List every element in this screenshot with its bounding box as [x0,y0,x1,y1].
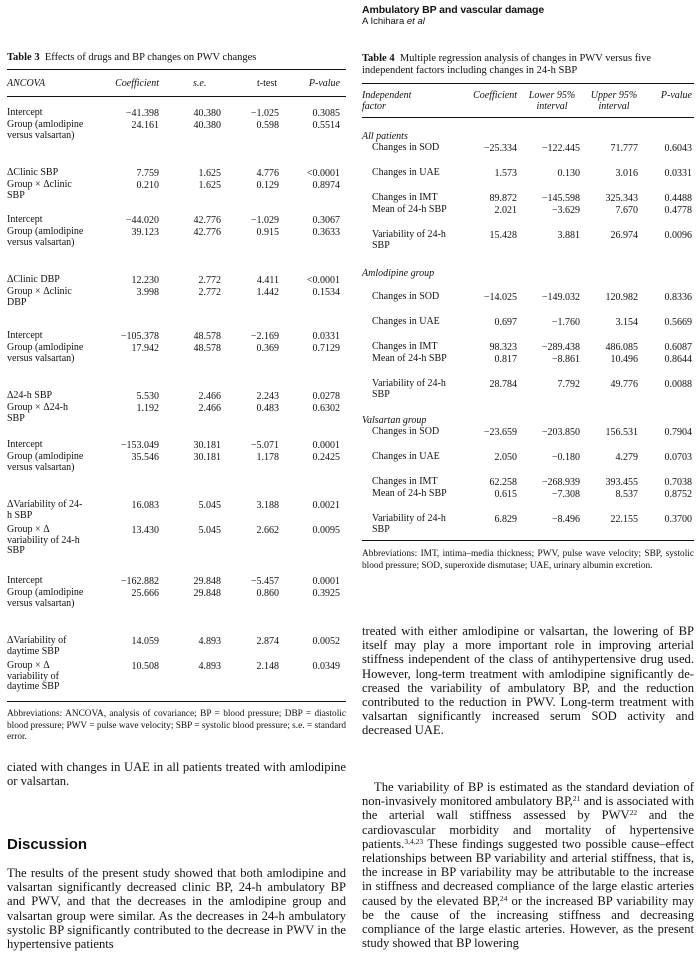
discussion-paragraph: The results of the present study showed that both amlodipine and valsartan significantly decreased clinic BP, 24-h ambulatory BP and PWV, and that the decreases in the amlodipine group and valsartan group were similar. As the decreases in 24-h ambulatory systolic BP significantly contributed to the decrease in PWV in the hypertensive patients [7,866,346,952]
table3-cell-ttest: 2.148 [256,661,279,672]
table4-cell-pvalue: 0.6043 [664,143,692,154]
table4-cell-lower: −0.180 [551,452,580,463]
table4-row-label: Changes in SOD [372,426,440,437]
table3-cell-pvalue: 0.5514 [312,120,340,131]
table3-cell-se: 48.578 [193,331,221,342]
table4-row-label: Changes in IMT [372,192,438,203]
citation-ref: 22 [629,808,638,818]
table3-cell-pvalue: 0.0278 [312,391,340,402]
table3-cell-se: 30.181 [193,452,221,463]
table4-cell-pvalue: 0.8752 [664,489,692,500]
table4-bottom-rule [362,540,694,541]
table3-cell-se: 42.776 [193,215,221,226]
table3-cell-ttest: 0.598 [256,120,279,131]
body-paragraph-1: treated with either amlodipine or valsartan, the lowering of BP itself may play a more important role in improving arterial stiffness independent of the class of antihypertensive drug used. However, long-term treatment with amlodipine significantly decreased the variability of ambulatory BP, and the reduction contributed to the reduction in PWV. Long-term treatment with valsartan significantly increased serum SOD activity and decreased UAE. [362,624,694,738]
table4-cell-upper: 486.085 [605,342,638,353]
body-paragraph-2: The variability of BP is estimated as the standard deviation of non-invasively monitored ambulatory BP,$^{21}$ and is associated with the arterial wall stiffness assessed by PWV$^{22}$ and the cardiovascular morbidity and mortality of hypertensive patients.$^{3,4,23}$ These findings suggested two possible cause–effect relationships between BP variability and arterial stiffness, that is, the increase in BP variability may be attributable to the increase in stiffness and decreased compliance of the large elastic arteries caused by the elevated BP,$^{24}$ or the increased BP variability may be the cause of the increasing stiffness and decreasing compliance of the large elastic arteries. However, as the present study showed that BP lowering [362,780,694,951]
table3-cell-ttest: −5.071 [250,440,279,451]
table4-cell-lower: −203.850 [541,427,580,438]
table3-row-label: Intercept [7,107,43,118]
table3-cell-coefficient: 16.083 [131,500,159,511]
table3-cell-pvalue: 0.6302 [312,403,340,414]
table4-cell-lower: −8.496 [551,514,580,525]
table4-row-label: Changes in UAE [372,451,440,462]
table3-row-label: Intercept [7,439,43,450]
table3-cell-coefficient: 0.210 [136,180,159,191]
table3-cell-ttest: 1.442 [256,287,279,298]
table4-header-rule [362,117,694,118]
table3-cell-ttest: 1.178 [256,452,279,463]
table3-cell-coefficient: 10.508 [131,661,159,672]
table4-row-label: Variability of 24-h SBP [372,513,446,535]
table4-row-label: Mean of 24-h SBP [372,488,447,499]
table3-cell-pvalue: 0.0021 [312,500,340,511]
table4-row-label: Variability of 24-h SBP [372,229,446,251]
table3-cell-se: 42.776 [193,227,221,238]
table4-row-label: Mean of 24-h SBP [372,204,447,215]
citation-ref: 3,4,23 [404,836,424,846]
table4-caption: Table 4 Multiple regression analysis of changes in PWV versus five independent factors including changes in 24-h SBP [362,53,652,76]
table4-cell-pvalue: 0.0096 [664,230,692,241]
table3-cell-ttest: 4.776 [256,168,279,179]
table3-cell-pvalue: 0.0052 [312,636,340,647]
table3-cell-pvalue: 0.3067 [312,215,340,226]
table3-cell-pvalue: 0.7129 [312,343,340,354]
table3-cell-coefficient: −162.882 [120,576,159,587]
table3-cell-se: 2.466 [198,391,221,402]
table4-cell-upper: 49.776 [610,379,638,390]
table4-cell-lower: 3.881 [557,230,580,241]
table3-cell-coefficient: −44.020 [125,215,159,226]
table3-cell-se: 4.893 [198,636,221,647]
table3-cell-pvalue: 0.0349 [312,661,340,672]
table4-row-label: Changes in UAE [372,316,440,327]
table3-cell-se: 2.466 [198,403,221,414]
table3-row-label: Group (amlodipine versus valsartan) [7,226,84,248]
table4-top-rule [362,83,694,84]
table4-cell-pvalue: 0.0088 [664,379,692,390]
table3-cell-pvalue: 0.1534 [312,287,340,298]
table4-cell-pvalue: 0.5669 [664,317,692,328]
table4-group-label: All patients [362,131,408,142]
table3-cell-ttest: 0.369 [256,343,279,354]
table3-cell-coefficient: 3.998 [136,287,159,298]
table3-cell-coefficient: 25.666 [131,588,159,599]
table3-cell-coefficient: 5.530 [136,391,159,402]
table3-cell-se: 2.772 [198,287,221,298]
table3-cell-se: 30.181 [193,440,221,451]
table4-row-label: Mean of 24-h SBP [372,353,447,364]
table4-cell-upper: 120.982 [605,292,638,303]
table3-row-label: Group × Δ variability of daytime SBP [7,660,60,692]
table3-bottom-rule [7,701,346,702]
table4-header-pvalue: P-value [660,90,692,101]
table4-cell-upper: 26.974 [610,230,638,241]
table4-cell-coefficient: 98.323 [489,342,517,353]
table4-cell-coefficient: −14.025 [483,292,517,303]
table3-header-se: s.e. [193,78,207,89]
continuation-paragraph: ciated with changes in UAE in all patients treated with amlodipine or valsartan. [7,760,346,789]
table4-cell-upper: 10.496 [610,354,638,365]
table4-cell-upper: 22.155 [610,514,638,525]
table4-cell-pvalue: 0.0703 [664,452,692,463]
table3-row-label: ΔVariability of daytime SBP [7,635,67,657]
table3-row-label: Group (amlodipine versus valsartan) [7,587,84,609]
table4-cell-lower: −8.861 [551,354,580,365]
table4-cell-lower: −122.445 [541,143,580,154]
table4-cell-pvalue: 0.4488 [664,193,692,204]
table3-cell-se: 1.625 [198,168,221,179]
table4-group-label: Valsartan group [362,415,427,426]
citation-ref: 21 [572,794,581,804]
table3-cell-coefficient: 12.230 [131,275,159,286]
table3-row-label: Group (amlodipine versus valsartan) [7,342,84,364]
table4-cell-upper: 7.670 [615,205,638,216]
table3-cell-coefficient: −153.049 [120,440,159,451]
table3-cell-ttest: 2.662 [256,525,279,536]
running-head [362,4,544,27]
table3-cell-pvalue: 0.8974 [312,180,340,191]
table3-cell-ttest: −2.169 [250,331,279,342]
table3-cell-pvalue: 0.0095 [312,525,340,536]
table4-cell-lower: −289.438 [541,342,580,353]
table4-row-label: Changes in IMT [372,341,438,352]
table4-cell-lower: −7.308 [551,489,580,500]
table4-cell-coefficient: −25.334 [483,143,517,154]
table3-row-label: ΔClinic SBP [7,167,59,178]
table3-row-label: Δ24-h SBP [7,390,53,401]
table3-cell-pvalue: 0.0001 [312,576,340,587]
table4-cell-upper: 3.154 [615,317,638,328]
table4-cell-pvalue: 0.7038 [664,477,692,488]
table3-cell-ttest: −1.029 [250,215,279,226]
table3-top-rule [7,69,346,70]
table3-cell-pvalue: 0.3925 [312,588,340,599]
table3-cell-pvalue: 0.0331 [312,331,340,342]
table4-cell-lower: −3.629 [551,205,580,216]
table3-row-label: Group × Δclinic DBP [7,286,72,308]
table3-row-label: Group (amlodipine versus valsartan) [7,451,84,473]
table3-cell-se: 1.625 [198,180,221,191]
table3-cell-ttest: −1.025 [250,108,279,119]
table3-row-label: Intercept [7,214,43,225]
table3-cell-se: 48.578 [193,343,221,354]
table3-cell-ttest: 0.860 [256,588,279,599]
table3-row-label: Group × Δclinic SBP [7,179,72,201]
table3-cell-pvalue: <0.0001 [306,275,340,286]
table4-cell-coefficient: 0.615 [494,489,517,500]
table3-cell-ttest: 0.129 [256,180,279,191]
table4-cell-lower: −1.760 [551,317,580,328]
table3-cell-se: 29.848 [193,576,221,587]
table3-row-label: ΔClinic DBP [7,274,60,285]
table4-cell-coefficient: 28.784 [489,379,517,390]
table4-cell-upper: 325.343 [605,193,638,204]
section-heading-discussion: Discussion [7,836,88,853]
table4-row-label: Changes in UAE [372,167,440,178]
table4-cell-upper: 8.537 [615,489,638,500]
table3-row-label: ΔVariability of 24-h SBP [7,499,83,521]
table4-cell-pvalue: 0.4778 [664,205,692,216]
table3-cell-coefficient: 1.192 [136,403,159,414]
table3-cell-pvalue: 0.3085 [312,108,340,119]
table3-cell-pvalue: 0.3633 [312,227,340,238]
table4-cell-coefficient: 89.872 [489,193,517,204]
table3-cell-pvalue: 0.0001 [312,440,340,451]
table3-cell-coefficient: 35.546 [131,452,159,463]
table3-cell-ttest: 0.915 [256,227,279,238]
table3-abbreviations: Abbreviations: ANCOVA, analysis of covariance; BP = blood pressure; DBP = diastolic blood pressure; PWV = pulse wave velocity; SBP = systolic blood pressure; s.e. = standard error. [7,709,346,742]
table3-cell-se: 40.380 [193,108,221,119]
table3-header-ttest: t-test [257,78,277,89]
table3-cell-ttest: −5.457 [250,576,279,587]
table4-cell-pvalue: 0.6087 [664,342,692,353]
table4-cell-coefficient: 2.021 [494,205,517,216]
table3-header-coefficient: Coefficient [115,78,159,89]
table3-header-pvalue: P-value [308,78,340,89]
table4-cell-upper: 156.531 [605,427,638,438]
table4-row-label: Changes in SOD [372,142,440,153]
table4-cell-coefficient: −23.659 [483,427,517,438]
table4-cell-lower: −268.939 [541,477,580,488]
table3-cell-coefficient: −105.378 [120,331,159,342]
table4-cell-coefficient: 2.050 [494,452,517,463]
table3-cell-ttest: 4.411 [256,275,279,286]
table3-row-label: Group × Δ24-h SBP [7,402,68,424]
table4-cell-lower: 7.792 [557,379,580,390]
table3-cell-coefficient: 7.759 [136,168,159,179]
table4-cell-pvalue: 0.8644 [664,354,692,365]
table4-abbreviations: Abbreviations: IMT, intima–media thickness; PWV, pulse wave velocity; SBP, systolic blood pressure; SOD, superoxide dismutase; UAE, urinary albumin excretion. [362,549,694,571]
table4-cell-coefficient: 15.428 [489,230,517,241]
table4-cell-upper: 393.455 [605,477,638,488]
table4-cell-upper: 71.777 [610,143,638,154]
table4-row-label: Changes in IMT [372,476,438,487]
table3-row-label: Intercept [7,575,43,586]
table4-row-label: Changes in SOD [372,291,440,302]
table4-row-label: Variability of 24-h SBP [372,378,446,400]
table3-cell-se: 2.772 [198,275,221,286]
table3-cell-se: 5.045 [198,525,221,536]
table4-cell-upper: 4.279 [615,452,638,463]
running-head-title: Ambulatory BP and vascular damage [362,4,545,16]
table4-cell-coefficient: 0.817 [494,354,517,365]
table3-cell-ttest: 2.874 [256,636,279,647]
table4-header-factor: Independent factor [362,90,412,112]
table3-row-label: Group × Δ variability of 24-h SBP [7,524,80,556]
table3-cell-se: 5.045 [198,500,221,511]
table3-cell-coefficient: 14.059 [131,636,159,647]
table4-cell-pvalue: 0.0331 [664,168,692,179]
table4-header-upper: Upper 95% interval [590,90,638,112]
table4-cell-pvalue: 0.3700 [664,514,692,525]
table4-cell-coefficient: 0.697 [494,317,517,328]
table4-cell-lower: 0.130 [557,168,580,179]
table4-cell-coefficient: 6.829 [494,514,517,525]
table3-cell-coefficient: −41.398 [125,108,159,119]
table3-cell-se: 40.380 [193,120,221,131]
table4-cell-lower: −149.032 [541,292,580,303]
table3-cell-ttest: 3.188 [256,500,279,511]
table3-cell-coefficient: 17.942 [131,343,159,354]
table3-header-rule [7,96,346,97]
table3-cell-se: 29.848 [193,588,221,599]
table3-cell-pvalue: <0.0001 [306,168,340,179]
table3-cell-pvalue: 0.2425 [312,452,340,463]
citation-ref: 24 [499,893,508,903]
table3-cell-coefficient: 24.161 [131,120,159,131]
table3-header-ancova: ANCOVA [7,78,46,89]
running-head-authors: A Ichihara et al [362,16,425,27]
table4-cell-lower: −145.598 [541,193,580,204]
table4-group-label: Amlodipine group [362,268,435,279]
table4-cell-upper: 3.016 [615,168,638,179]
table4-cell-pvalue: 0.8336 [664,292,692,303]
table3-row-label: Intercept [7,330,43,341]
table3-cell-coefficient: 39.123 [131,227,159,238]
table4-cell-pvalue: 0.7904 [664,427,692,438]
table3-cell-ttest: 0.483 [256,403,279,414]
table4-header-lower: Lower 95% interval [528,90,576,112]
table3-cell-coefficient: 13.430 [131,525,159,536]
table3-cell-se: 4.893 [198,661,221,672]
table3-row-label: Group (amlodipine versus valsartan) [7,119,84,141]
table3-caption: Table 3 Effects of drugs and BP changes on PWV changes [7,52,257,63]
table4-cell-coefficient: 1.573 [494,168,517,179]
table3-cell-ttest: 2.243 [256,391,279,402]
table4-cell-coefficient: 62.258 [489,477,517,488]
table4-header-coefficient: Coefficient [473,90,517,101]
